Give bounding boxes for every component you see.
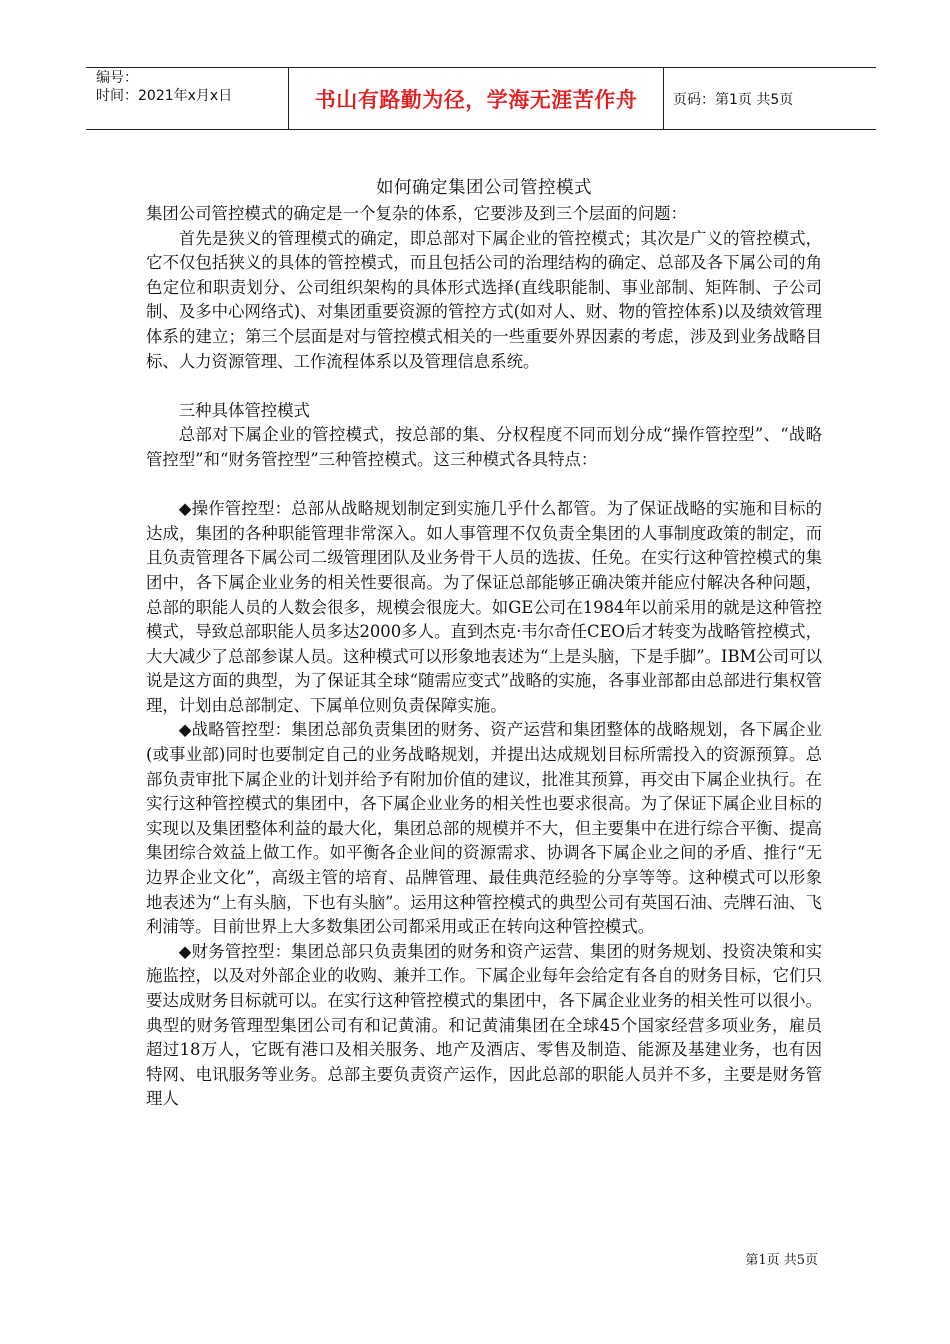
header-motto: 书山有路勤为径，学海无涯苦作舟: [289, 68, 664, 129]
paragraph-financial-control: ◆财务管控型：集团总部只负责集团的财务和资产运营、集团的财务规划、投资决策和实施监控，以及对外部企业的收购、兼并工作。下属企业每年会给定有各自的财务目标，它们只要达成财务目标就可以。在实行这种管控模式的集团中，各下属企业业务的相关性可以很小。典型的财务管理型集团公司有和记黄浦。和记黄浦集团在全球45个国家经营多项业务，雇员超过18万人，它既有港口及相关服务、地产及酒店、零售及制造、能源及基建业务，也有因特网、电讯服务等业务。总部主要负责资产运作，因此总部的职能人员并不多，主要是财务管理人: [146, 941, 822, 1109]
paragraph: 总部对下属企业的管控模式，按总部的集、分权程度不同而划分成“操作管控型”、“战略管控型”和“财务管控型”三种管控模式。这三种模式各具特点：: [146, 425, 822, 469]
spacer: [146, 374, 822, 399]
header-page-number: 页码：第1页 共5页: [673, 91, 794, 108]
page-footer: 第1页 共5页: [745, 1253, 818, 1268]
paragraph-operational-control: ◆操作管控型：总部从战略规划制定到实施几乎什么都管。为了保证战略的实施和目标的达成，集团的各种职能管理非常深入。如人事管理不仅负责全集团的人事制度政策的制定，而且负责管理各下属公司二级管理团队及业务骨干人员的选拔、任免。在实行这种管控模式的集团中，各下属企业业务的相关性要很高。为了保证总部能够正确决策并能应付解决各种问题，总部的职能人员的人数会很多，规模会很庞大。如GE公司在1984年以前采用的就是这种管控模式，导致总部职能人员多达2000多人。直到杰克·韦尔奇任CEO后才转变为战略管控模式，大大减少了总部参谋人员。这种模式可以形象地表述为“上是头脑，下是手脚”。IBM公司可以说是这方面的典型，为了保证其全球“随需应变式”战略的实施，各事业部都由总部进行集权管理，计划由总部制定、下属单位则负责保障实施。: [146, 499, 822, 715]
document-title: 如何确定集团公司管控模式: [376, 178, 592, 198]
section-heading: 三种具体管控模式: [178, 400, 310, 420]
document-body: [146, 176, 822, 1112]
page-header: [86, 67, 876, 130]
document-number-label: 编号：: [96, 70, 138, 86]
header-meta: [86, 68, 289, 129]
intro-paragraph: 集团公司管控模式的确定是一个复杂的体系，它要涉及到三个层面的问题：: [146, 204, 687, 223]
paragraph: 首先是狭义的管理模式的确定，即总部对下属企业的管控模式；其次是广义的管控模式，它不仅包括狭义的具体的管控模式，而且包括公司的治理结构的确定、总部及各下属公司的角色定位和职责划分、公司组织架构的具体形式选择(直线职能制、事业部制、矩阵制、子公司制、及多中心网络式)、对集团重要资源的管控方式(如对人、财、物的管控体系)以及绩效管理体系的建立；第三个层面是对与管控模式相关的一些重要外界因素的考虑，涉及到业务战略目标、人力资源管理、工作流程体系以及管理信息系统。: [146, 228, 822, 371]
spacer: [146, 473, 822, 498]
document-date-label: 时间：2021年x月x日: [96, 88, 233, 104]
paragraph-strategic-control: ◆战略管控型：集团总部负责集团的财务、资产运营和集团整体的战略规划，各下属企业(或事业部)同时也要制定自己的业务战略规划，并提出达成规划目标所需投入的资源预算。总部负责审批下属企业的计划并给予有附加价值的建议，批准其预算，再交由下属企业执行。在实行这种管控模式的集团中，各下属企业业务的相关性也要求很高。为了保证下属企业目标的实现以及集团整体利益的最大化，集团总部的规模并不大，但主要集中在进行综合平衡、提高集团综合效益上做工作。如平衡各企业间的资源需求、协调各下属企业之间的矛盾、推行“无边界企业文化”，高级主管的培育、品牌管理、最佳典范经验的分享等等。这种模式可以形象地表述为“上有头脑，下也有头脑”。运用这种管控模式的典型公司有英国石油、壳牌石油、飞利浦等。目前世界上大多数集团公司都采用或正在转向这种管控模式。: [146, 720, 822, 937]
